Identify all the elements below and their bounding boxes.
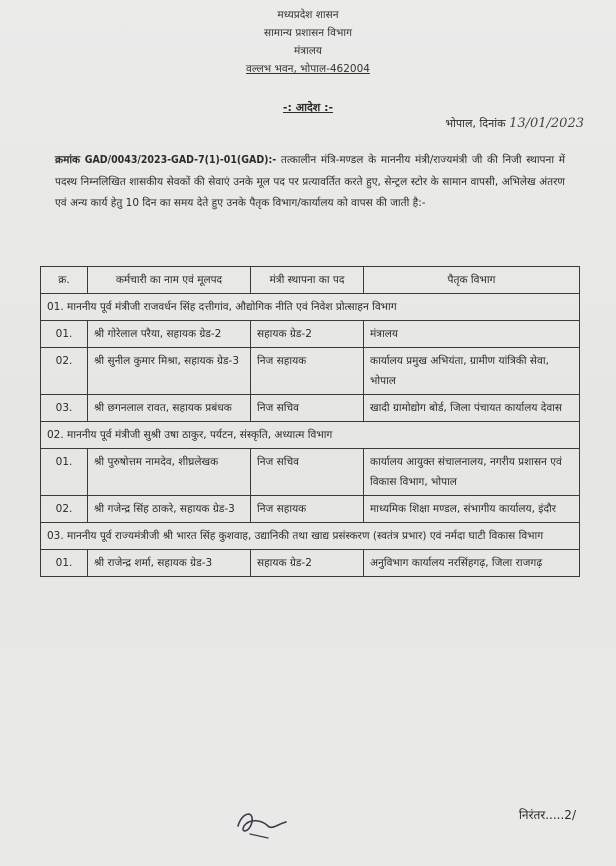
cell-name: श्री पुरुषोत्तम नामदेव, शीघ्रलेखक: [88, 449, 251, 496]
table-row: [41, 449, 580, 496]
cell-name: श्री गोरेलाल परैया, सहायक ग्रेड-2: [88, 321, 251, 348]
header-department: पैतृक विभाग: [364, 267, 580, 294]
office-name: मंत्रालय: [293, 45, 322, 57]
cell-name: श्री राजेन्द्र शर्मा, सहायक ग्रेड-3: [88, 550, 251, 577]
cell-post: निज सचिव: [251, 449, 364, 496]
cell-post: सहायक ग्रेड-2: [251, 550, 364, 577]
date-value: 13/01/2023: [509, 116, 584, 131]
cell-post: निज सचिव: [251, 395, 364, 422]
continued-note: निरंतर.....2/: [518, 808, 576, 822]
cell-department: कार्यालय प्रमुख अभियंता, ग्रामीण यांत्रिकी सेवा, भोपाल: [364, 348, 580, 395]
table-row: [41, 395, 580, 422]
section-row: [41, 523, 580, 550]
cell-serial: 01.: [41, 321, 88, 348]
header-name: कर्मचारी का नाम एवं मूलपद: [88, 267, 251, 294]
table-row: [41, 496, 580, 523]
table-row: [41, 348, 580, 395]
cell-post: सहायक ग्रेड-2: [251, 321, 364, 348]
cell-name: श्री सुनील कुमार मिश्रा, सहायक ग्रेड-3: [88, 348, 251, 395]
order-intro: [55, 150, 565, 215]
cell-serial: 03.: [41, 395, 88, 422]
header-post: मंत्री स्थापना का पद: [251, 267, 364, 294]
table-row: [41, 321, 580, 348]
order-text: तत्कालीन मंत्रि-मण्डल के माननीय मंत्री/राज्यमंत्री जी की निजी स्थापना में पदस्थ निम्नलिखित शासकीय सेवकों की सेवाएं उनके मूल पद पर प्रत्यावर्तित करते हुए, सेन्ट्रल स्टोर के सामान वापसी, अभिलेख अंतरण एवं अन्य कार्य हेतु 10 दिन का समय देते हुए उनके पैतृक विभाग/कार्यालय को वापस की जाती है:-: [55, 154, 566, 209]
section-title: 03. माननीय पूर्व राज्यमंत्रीजी श्री भारत सिंह कुशवाह, उद्यानिकी तथा खाद्य प्रसंस्करण (स्वतंत्र प्रभार) एवं नर्मदा घाटी विकास विभाग: [41, 523, 580, 550]
letterhead: [0, 6, 616, 78]
cell-department: कार्यालय आयुक्त संचालनालय, नगरीय प्रशासन एवं विकास विभाग, भोपाल: [364, 449, 580, 496]
cell-post: निज सहायक: [251, 496, 364, 523]
cell-department: मंत्रालय: [364, 321, 580, 348]
table-header-row: [41, 267, 580, 294]
signature-mark: [228, 804, 292, 844]
staff-table: [40, 266, 580, 577]
header-serial: क्र.: [41, 267, 88, 294]
cell-serial: 01.: [41, 550, 88, 577]
order-number: क्रमांक GAD/0043/2023-GAD-7(1)-01(GAD):-: [55, 154, 277, 166]
cell-department: अनुविभाग कार्यालय नरसिंहगढ़, जिला राजगढ़: [364, 550, 580, 577]
cell-name: श्री गजेन्द्र सिंह ठाकरे, सहायक ग्रेड-3: [88, 496, 251, 523]
government-name: मध्यप्रदेश शासन: [277, 9, 339, 21]
section-title: 02. माननीय पूर्व मंत्रीजी सुश्री उषा ठाकुर, पर्यटन, संस्कृति, अध्यात्म विभाग: [41, 422, 580, 449]
date-label: भोपाल, दिनांक: [445, 117, 506, 130]
cell-post: निज सहायक: [251, 348, 364, 395]
cell-serial: 02.: [41, 348, 88, 395]
order-title: -: आदेश :-: [282, 101, 334, 114]
section-row: [41, 422, 580, 449]
department-name: सामान्य प्रशासन विभाग: [263, 27, 352, 39]
cell-name: श्री छगनलाल रावत, सहायक प्रबंधक: [88, 395, 251, 422]
date-line: [445, 116, 584, 131]
cell-department: खादी ग्रामोद्योग बोर्ड, जिला पंचायत कार्यालय देवास: [364, 395, 580, 422]
section-title: 01. माननीय पूर्व मंत्रीजी राजवर्धन सिंह दत्तीगांव, औद्योगिक नीति एवं निवेश प्रोत्साहन विभाग: [41, 294, 580, 321]
table-row: [41, 550, 580, 577]
cell-serial: 01.: [41, 449, 88, 496]
cell-serial: 02.: [41, 496, 88, 523]
section-row: [41, 294, 580, 321]
cell-department: माध्यमिक शिक्षा मण्डल, संभागीय कार्यालय, इंदौर: [364, 496, 580, 523]
office-address: वल्लभ भवन, भोपाल-462004: [246, 63, 370, 75]
